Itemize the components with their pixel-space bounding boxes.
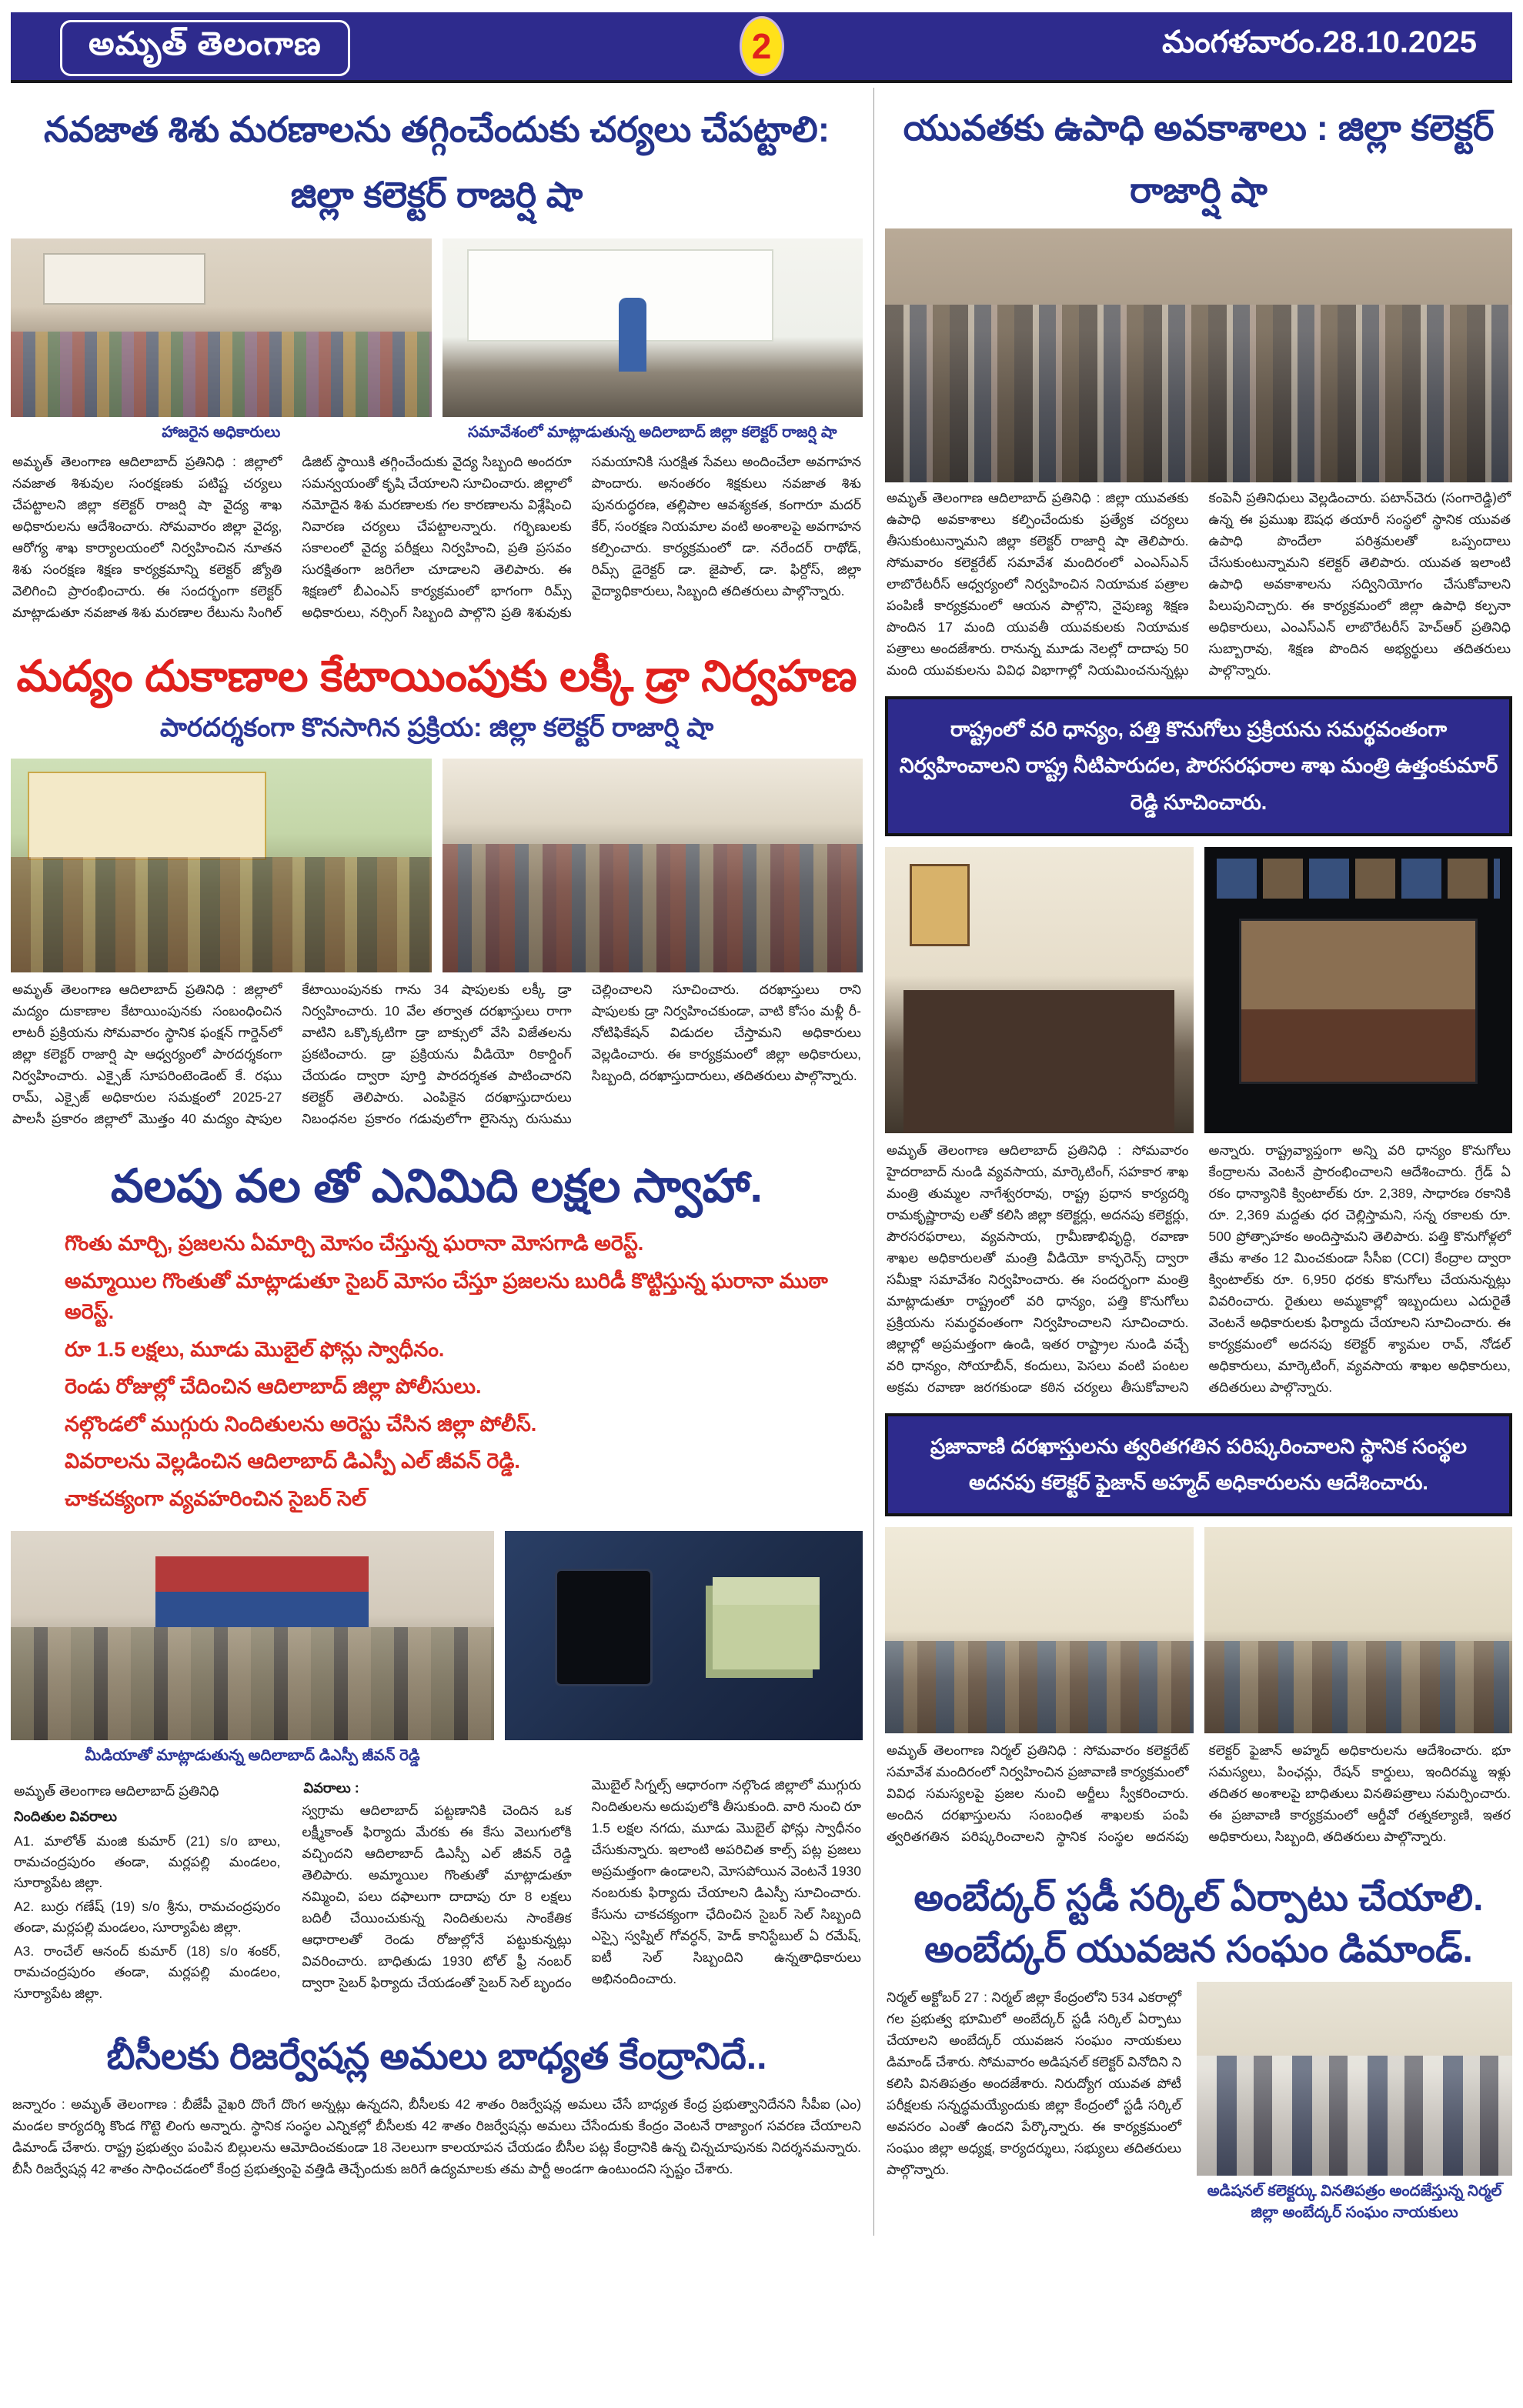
photo-row bbox=[885, 847, 1512, 1133]
accused-item: A2. బుర్రు గణేష్ (19) s/o శ్రీను, రామచంద్రపురం తండా, మర్లపల్లి మండలం, సూర్యాపేట జిల్లా. bbox=[14, 1899, 281, 1936]
page-number-badge bbox=[740, 16, 784, 76]
photo-caption-collector: సమావేశంలో మాట్లాడుతున్న అదిలాబాద్ జిల్లా కలెక్టర్ రాజర్షి షా bbox=[468, 424, 837, 442]
article-body-cyber-details: స్వగ్రామ ఆదిలాబాద్ పట్టణానికి చెందిన ఒక లక్ష్మీకాంత్ ఫిర్యాదు మేరకు ఈ కేసు వెలుగులోకి వచ్చిందని ఆదిలాబాద్ డిఎస్పీ ఎల్ జీవన్ రెడ్డి తెలిపారు. అమ్మాయిల గొంతుతో మాట్లాడుతూ నమ్మించి, పలు దఫాలుగా దాదాపు రూ 8 లక్షలు బదిలీ చేయించుకున్న నిందితులను సాంకేతిక ఆధారాలతో రెండు రోజుల్లోనే పట్టుకున్నట్లు వివరించారు. బాధితుడు 1930 టోల్ ఫ్రీ నంబర్ ద్వారా సైబర్ ఫిర్యాదు చేయడంతో సైబర్ సెల్ బృందం మొబైల్ సిగ్నల్స్ ఆధారంగా నల్గొండ జిల్లాలో ముగ్గురు నిందితులను అదుపులోకి తీసుకుంది. వారి నుంచి రూ 1.5 లక్షల నగదు, మూడు మొబైల్ ఫోన్లు స్వాధీనం చేసుకున్నారు. ఇలాంటి అపరిచిత కాల్స్ పట్ల ప్రజలు అప్రమత్తంగా ఉండాలని, మోసపోయిన వెంటనే 1930 నంబరుకు ఫిర్యాదు చేయాలని డిఎస్పీ సూచించారు. కేసును చాకచక్యంగా ఛేదించిన సైబర్ సెల్ సిబ్బంది ఎస్సై స్వప్నిల్ గోవర్ధన్, హెడ్ కానిస్టేబుల్ ఏ రమేష్, ఐటీ సెల్ సిబ్బందిని ఉన్నతాధికారులు అభినందించారు. bbox=[302, 1777, 861, 1990]
headline-infant-mortality: నవజాత శిశు మరణాలను తగ్గించేందుకు చర్యలు చేపట్టాలి: జిల్లా కలెక్టర్ రాజర్షి షా bbox=[43, 109, 830, 215]
figure-collector-speaking bbox=[443, 238, 863, 445]
photo-row bbox=[885, 1527, 1512, 1733]
ambedkar-content-row bbox=[885, 1982, 1512, 2225]
figure-prajavani-meeting-1 bbox=[885, 1527, 1194, 1733]
figure-appointment-letters bbox=[885, 228, 1512, 482]
photo-collector-speaking bbox=[443, 238, 863, 417]
photo-police-press-meet bbox=[11, 1531, 494, 1740]
article-body-employment: అమృత్ తెలంగాణ ఆదిలాబాద్ ప్రతినిధి : జిల్లా యువతకు ఉపాధి అవకాశాలు కల్పించేందుకు ప్రత్యేక చర్యలు తీసుకుంటున్నామని జిల్లా కలెక్టర్ రాజార్షి షా తెలిపారు. సోమవారం కలెక్టరేట్ సమావేశ మందిరంలో ఎంఎస్ఎన్ లాబొరేటరీస్ ఆధ్వర్యంలో నిర్వహించిన నియామక పత్రాల పంపిణీ కార్యక్రమంలో ఆయన పాల్గొని, నైపుణ్య శిక్షణ పొందిన 17 మంది యువతీ యువకులకు నియామక పత్రాలు అందజేశారు. రానున్న మూడు నెలల్లో దాదాపు 50 మంది యువకులను వివిధ విభాగాల్లో నియమించనున్నట్లు కంపెనీ ప్రతినిధులు వెల్లడించారు. పటాన్‌చెరు (సంగారెడ్డి)లో ఉన్న ఈ ప్రముఖ ఔషధ తయారీ సంస్థలో స్థానిక యువత ఉపాధి పొందేలా పరిశ్రమలతో ఒప్పందాలు చేసుకుంటున్నామని కలెక్టర్ తెలిపారు. యువత ఇలాంటి ఉపాధి అవకాశాలను సద్వినియోగం చేసుకోవాలని పిలుపునిచ్చారు. ఈ కార్యక్రమంలో జిల్లా ఉపాధి కల్పనా అధికారులు, ఎంఎస్ఎన్ లాబొరేటరీస్ హెచ్ఆర్ ప్రతినిధి సుబ్బారావు, శిక్షణ పొందిన అభ్యర్థులు తదితరులు పాల్గొన్నారు. bbox=[887, 490, 1511, 678]
figure-document-handover bbox=[11, 759, 432, 972]
article-body-ambedkar: నిర్మల్ అక్టోబర్ 27 : నిర్మల్ జిల్లా కేంద్రంలోని 534 ఎకరాల్లో గల ప్రభుత్వ భూమిలో అంబేద్కర్ స్టడీ సర్కిల్ ఏర్పాటు చేయాలని అంబేద్కర్ యువజన సంఘం నాయకులు డిమాండ్ చేశారు. సోమవారం అడిషనల్ కలెక్టర్ వినోదిని ని కలిసి వినతిపత్రం అందజేశారు. నిరుద్యోగ యువత పోటీ పరీక్షలకు సన్నద్ధమయ్యేందుకు జిల్లా కేంద్రంలో స్టడీ సర్కిల్ అవసరం ఎంతో ఉందని పేర్కొన్నారు. ఈ కార్యక్రమంలో సంఘం జిల్లా అధ్యక్ష, కార్యదర్శులు, సభ్యులు తదితరులు పాల్గొన్నారు. bbox=[887, 1989, 1181, 2178]
bullet-item: రెండు రోజుల్లో చేదించిన ఆదిలాబాద్ జిల్లా పోలీసులు. bbox=[65, 1375, 482, 1399]
subheadline-liquor-draw: పారదర్శకంగా కొనసాగిన ప్రక్రియ: జిల్లా కలెక్టర్ రాజార్షి షా bbox=[159, 713, 714, 743]
figure-draw-audience bbox=[443, 759, 863, 972]
figure-training-hall bbox=[11, 238, 432, 445]
headline-bc-reservations: బీసీలకు రిజర్వేషన్ల అమలు బాధ్యత కేంద్రానిదే.. bbox=[106, 2036, 767, 2077]
headline-ambedkar-line2: అంబేద్కర్ యువజన సంఘం డిమాండ్. bbox=[924, 1929, 1473, 1970]
photo-row bbox=[11, 1531, 863, 1768]
photo-training-hall-audience bbox=[11, 238, 432, 417]
left-column bbox=[11, 88, 874, 2236]
article-liquor-draw bbox=[11, 639, 863, 1134]
article-prajavani bbox=[885, 1527, 1512, 1852]
photo-draw-audience bbox=[443, 759, 863, 972]
figure-seized-items bbox=[505, 1531, 863, 1768]
photo-row bbox=[11, 759, 863, 972]
figure-conference-room bbox=[885, 847, 1194, 1133]
headline-youth-employment: యువతకు ఉపాధి అవకాశాలు : జిల్లా కలెక్టర్ రాజార్షి షా bbox=[903, 108, 1495, 210]
banner-prajavani: ప్రజావాణి దరఖాస్తులను త్వరితగతిన పరిష్కరించాలని స్థానిక సంస్థల అదనపు కలెక్టర్ ఫైజాన్ అహ్మద్ అధికారులను ఆదేశించారు. bbox=[885, 1413, 1512, 1517]
byline: అమృత్ తెలంగాణ ఆదిలాబాద్ ప్రతినిధి bbox=[14, 1783, 219, 1799]
photo-caption-dsp: మీడియాతో మాట్లాడుతున్న అదిలాబాద్ డిఎస్పీ జీవన్ రెడ్డి bbox=[85, 1747, 420, 1765]
photo-caption-memorandum: అడిషనల్ కలెక్టర్కు వినతిపత్రం అందజేస్తున్న నిర్మల్ జిల్లా అంబేద్కర్ సంఘం నాయకులు bbox=[1207, 2183, 1502, 2222]
bullet-item: చాకచక్యంగా వ్యవహరించిన సైబర్ సెల్ bbox=[65, 1486, 367, 1510]
accused-list-heading: నిందితుల వివరాలు bbox=[14, 1808, 117, 1824]
figure-police-press-meet bbox=[11, 1531, 494, 1768]
photo-row bbox=[11, 238, 863, 445]
bullet-item: అమ్మాయిల గొంతుతో మాట్లాడుతూ సైబర్ మోసం చేస్తూ ప్రజలను బురిడీ కొట్టిస్తున్న ఘరానా ముఠా అరెస్ట్. bbox=[65, 1269, 828, 1324]
article-body-bc: జన్నారం : అమృత్ తెలంగాణ : బీజేపీ వైఖరి దొంగే దొంగ అన్నట్లు ఉన్నదని, బీసీలకు 42 శాతం రిజర్వేషన్ల అమలు చేసే బాధ్యత కేంద్ర ప్రభుత్వానిదేనని సీపీఐ (ఎం) మండల కార్యదర్శి కొండ గొట్టె లింగు అన్నారు. స్థానిక సంస్థల ఎన్నికల్లో బీసీలకు 42 శాతం రిజర్వేషన్లు అమలు చేసేందుకు కేంద్రం వెంటనే రాజ్యాంగ సవరణ చేయాలని డిమాండ్ చేశారు. రాష్ట్ర ప్రభుత్వం పంపిన బిల్లులను ఆమోదించకుండా 18 నెలలుగా కాలయాపన చేయడం బీసీల పట్ల కేంద్రానికి ఉన్న చిన్నచూపునకు నిదర్శనమన్నారు. బీసీ రిజర్వేషన్ల 42 శాతం సాధించడంలో కేంద్ర ప్రభుత్వంపై వత్తిడి తెచ్చేందుకు జరిగే ఉద్యమాలకు తమ పార్టీ అండగా ఉంటుందని స్పష్టం చేశారు. bbox=[12, 2096, 861, 2177]
article-body-prajavani: అమృత్ తెలంగాణ నిర్మల్ ప్రతినిధి : సోమవారం కలెక్టరేట్ సమావేశ మందిరంలో నిర్వహించిన ప్రజావాణి కార్యక్రమంలో వివిధ సమస్యలపై ప్రజల నుంచి అర్జీలు స్వీకరించారు. అందిన దరఖాస్తులను సంబంధిత శాఖలకు పంపి త్వరితగతిన పరిష్కరించాలని స్థానిక సంస్థల అదనపు కలెక్టర్ ఫైజాన్ అహ్మద్ అధికారులను ఆదేశించారు. భూ సమస్యలు, పింఛన్లు, రేషన్ కార్డులు, ఇందిరమ్మ ఇళ్లు తదితర అంశాలపై బాధితులు వినతిపత్రాలు సమర్పించారు. ఈ ప్రజావాణి కార్యక్రమంలో ఆర్డీవో రత్నకల్యాణి, ఇతర అధికారులు, సిబ్బంది, తదితరులు పాల్గొన్నారు. bbox=[887, 1743, 1511, 1845]
photo-prajavani-meeting-1 bbox=[885, 1527, 1194, 1733]
accused-item: A1. మాలోత్ మంజి కుమార్ (21) s/o బాలు, రామచంద్రపురం తండా, మర్లపల్లి మండలం, సూర్యాపేట జిల్లా. bbox=[14, 1833, 281, 1890]
photo-officials-handover bbox=[11, 759, 432, 972]
article-minister-review bbox=[885, 847, 1512, 1402]
cyber-bullet-list bbox=[11, 1225, 863, 1528]
photo-seized-phones-cash bbox=[505, 1531, 863, 1740]
headline-ambedkar-line1: అంబేద్కర్ స్టడీ సర్కిల్ ఏర్పాటు చేయాలి. bbox=[913, 1878, 1484, 1919]
headline-liquor-draw: మద్యం దుకాణాల కేటాయింపుకు లక్కీ డ్రా నిర్వహణ bbox=[16, 652, 857, 701]
bullet-item: నల్గొండలో ముగ్గురు నిందితులను అరెస్టు చేసిన జిల్లా పోలీస్. bbox=[65, 1412, 537, 1436]
newspaper-title: అమృత్ తెలంగాణ bbox=[89, 25, 322, 62]
article-body-minister: అమృత్ తెలంగాణ ఆదిలాబాద్ ప్రతినిధి : సోమవారం హైదరాబాద్ నుండి వ్యవసాయ, మార్కెటింగ్, సహకార శాఖ మంత్రి తుమ్మల నాగేశ్వరరావు, రాష్ట్ర ప్రధాన కార్యదర్శి రామకృష్ణారావు లతో కలిసి జిల్లా కలెక్టర్లు, అదనపు కలెక్టర్లు, పౌరసరఫరాలు, వ్యవసాయ, గ్రామీణాభివృద్ధి, రవాణా శాఖల అధికారులతో మంత్రి వీడియో కాన్ఫరెన్స్ ద్వారా సమీక్షా సమావేశం నిర్వహించారు. ఈ సందర్భంగా మంత్రి మాట్లాడుతూ రాష్ట్రంలో వరి ధాన్యం, పత్తి కొనుగోలు ప్రక్రియను సమర్థవంతంగా నిర్వహించాలని సూచించారు. జిల్లాల్లో అప్రమత్తంగా ఉండి, ఇతర రాష్ట్రాల నుండి వచ్చే వరి ధాన్యం, సోయాబీన్, కందులు, పెసలు వంటి పంటల అక్రమ రవాణా జరగకుండా కఠిన చర్యలు తీసుకోవాలని అన్నారు. రాష్ట్రవ్యాప్తంగా అన్ని వరి ధాన్యం కొనుగోలు కేంద్రాలను వెంటనే ప్రారంభించాలని ఆదేశించారు. గ్రేడ్ ఏ రకం ధాన్యానికి క్వింటాల్‌కు రూ. 2,389, సాధారణ రకానికి రూ. 2,369 మద్దతు ధర చెల్లిస్తామని, సన్న రకాలకు రూ. 500 ప్రోత్సాహకం అందిస్తామని తెలిపారు. పత్తి కొనుగోళ్లలో తేమ శాతం 12 మించకుండా సీసీఐ (CCI) కేంద్రాల ద్వారా క్వింటాల్‌కు రూ. 6,950 ధరకు కొనుగోలు చేయనున్నట్లు వివరించారు. రైతులు అమ్మకాల్లో ఇబ్బందులు ఎదురైతే వెంటనే అధికారులకు ఫిర్యాదు చేయాలని సూచించారు. ఈ కార్యక్రమంలో అదనపు కలెక్టర్ శ్యామల రావ్, నోడల్ అధికారులు, మార్కెటింగ్, వ్యవసాయ శాఖల అధికారులు, తదితరులు పాల్గొన్నారు. bbox=[887, 1142, 1511, 1395]
article-body-cyber bbox=[11, 1769, 863, 2010]
bullet-item: వివరాలను వెల్లడించిన ఆదిలాబాద్ డిఎస్పీ ఎల్ జీవన్ రెడ్డి. bbox=[65, 1449, 520, 1473]
article-body-liquor: అమృత్ తెలంగాణ ఆదిలాబాద్ ప్రతినిధి : జిల్లాలో మద్యం దుకాణాల కేటాయింపునకు సంబంధించిన లాటరీ ప్రక్రియను సోమవారం స్థానిక ఫంక్షన్ గార్డెన్‌లో జిల్లా కలెక్టర్ రాజార్షి షా ఆధ్వర్యంలో పారదర్శకంగా నిర్వహించారు. ఎక్సైజ్ సూపరింటెండెంట్ కే. రఘు రామ్, ఎక్సైజ్ అధికారుల సమక్షంలో 2025-27 పాలసీ ప్రకారం జిల్లాలో మొత్తం 40 మద్యం షాపుల కేటాయింపునకు గాను 34 షాపులకు లక్కీ డ్రా నిర్వహించారు. 10 వేల తర్వాత దరఖాస్తులు రాగా వాటిని ఒక్కొక్కటిగా డ్రా బాక్సులో వేసి విజేతలను ప్రకటించారు. డ్రా ప్రక్రియను వీడియో రికార్డింగ్ చేయడం ద్వారా పూర్తి పారదర్శకత పాటించారని కలెక్టర్ తెలిపారు. ఎంపికైన దరఖాస్తుదారులు నిబంధనల ప్రకారం గడువులోగా లైసెన్సు రుసుము చెల్లించాలని సూచించారు. దరఖాస్తులు రాని షాపులకు డ్రా నిర్వహించకుండా, వాటి కోసం మళ్లీ రీ-నోటిఫికేషన్ విడుదల చేస్తామని అధికారులు వెల్లడించారు. ఈ కార్యక్రమంలో జిల్లా అధికారులు, సిబ్బంది, దరఖాస్తుదారులు, తదితరులు పాల్గొన్నారు. bbox=[12, 982, 861, 1127]
figure-memorandum-handover bbox=[1197, 1982, 1512, 2225]
article-ambedkar-study-circle bbox=[885, 1863, 1512, 2225]
article-body-infant: అమృత్ తెలంగాణ ఆదిలాబాద్ ప్రతినిధి : జిల్లాలో నవజాత శిశువుల సంరక్షణకు పటిష్ట చర్యలు చేపట్టాలని జిల్లా కలెక్టర్ రాజర్షి షా వైద్య శాఖ అధికారులను ఆదేశించారు. సోమవారం జిల్లా వైద్య, ఆరోగ్య శాఖ కార్యాలయంలో నిర్వహించిన నూతన శిశు సంరక్షణ శిక్షణ కార్యక్రమాన్ని కలెక్టర్ జ్యోతి వెలిగించి ప్రారంభించారు. ఈ సందర్భంగా కలెక్టర్ మాట్లాడుతూ నవజాత శిశు మరణాల రేటును సింగిల్ డిజిట్ స్థాయికి తగ్గించేందుకు వైద్య సిబ్బంది అందరూ సమన్వయంతో కృషి చేయాలని సూచించారు. జిల్లాలో నమోదైన శిశు మరణాలకు గల కారణాలను విశ్లేషించి నివారణ చర్యలు చేపట్టాలన్నారు. గర్భిణులకు సకాలంలో వైద్య పరీక్షలు నిర్వహించి, ప్రతి ప్రసవం సురక్షితంగా జరిగేలా చూడాలని తెలిపారు. ఈ శిక్షణలో బీఎంఎస్ కార్యక్రమంలో భాగంగా రిమ్స్ అధికారులు, నర్సింగ్ సిబ్బంది పాల్గొని ప్రతి శిశువుకు సమయానికి సురక్షిత సేవలు అందించేలా అవగాహన పొందారు. అనంతరం శిక్షకులు నవజాత శిశు పునరుద్ధరణ, తల్లిపాల ఆవశ్యకత, కంగారూ మదర్ కేర్, సంరక్షణ నియమాల వంటి అంశాలపై అవగాహన కల్పించారు. కార్యక్రమంలో డా. నరేందర్ రాథోడ్, రిమ్స్ డైరెక్టర్ డా. జైపాల్, డా. ఫిర్దోస్, జిల్లా వైద్యాధికారులు, సిబ్బంది తదితరులు పాల్గొన్నారు. bbox=[12, 454, 861, 621]
photo-caption-officials: హాజరైన అధికారులు bbox=[162, 424, 281, 442]
figure-prajavani-meeting-2 bbox=[1204, 1527, 1513, 1733]
figure-vc-screen bbox=[1204, 847, 1513, 1133]
newspaper-logo bbox=[60, 20, 350, 76]
page-content bbox=[11, 83, 1512, 2236]
banner-paddy-procurement: రాష్ట్రంలో వరి ధాన్యం, పత్తి కొనుగోలు ప్రక్రియను సమర్థవంతంగా నిర్వహించాలని రాష్ట్ర నీటిపారుదల, పౌరసరఫరాల శాఖ మంత్రి ఉత్తంకుమార్ రెడ్డి సూచించారు. bbox=[885, 696, 1512, 836]
edition-date: మంగళవారం.28.10.2025 bbox=[1162, 25, 1477, 59]
article-youth-employment bbox=[885, 88, 1512, 685]
page-number: 2 bbox=[751, 26, 772, 66]
headline-cyber-fraud: వలపు వల తో ఎనిమిది లక్షల స్వాహా. bbox=[110, 1160, 763, 1212]
photo-memorandum-handover bbox=[1197, 1982, 1512, 2176]
article-bc-reservations bbox=[11, 2021, 863, 2184]
accused-item: A3. రాంచేల్ ఆనంద్ కుమార్ (18) s/o శంకర్, రామచంద్రపురం తండా, మర్లపల్లి మండలం, సూర్యాపేట జిల్లా. bbox=[14, 1943, 281, 2001]
article-infant-mortality bbox=[11, 88, 863, 628]
photo-video-conference-screen bbox=[1204, 847, 1513, 1133]
photo-prajavani-meeting-2 bbox=[1204, 1527, 1513, 1733]
bullet-item: రూ 1.5 లక్షలు, మూడు మొబైల్ ఫోన్లు స్వాధీనం. bbox=[65, 1337, 445, 1361]
photo-video-conference-room bbox=[885, 847, 1194, 1133]
bullet-item: గొంతు మార్చి, ప్రజలను ఏమార్చి మోసం చేస్తున్న ఘరానా మోసగాడి అరెస్ట్. bbox=[65, 1232, 644, 1256]
photo-appointment-letters-group bbox=[885, 228, 1512, 482]
details-heading: వివరాలు : bbox=[303, 1780, 359, 1796]
masthead bbox=[11, 12, 1512, 83]
right-column bbox=[874, 88, 1512, 2236]
article-cyber-fraud bbox=[11, 1145, 863, 2010]
